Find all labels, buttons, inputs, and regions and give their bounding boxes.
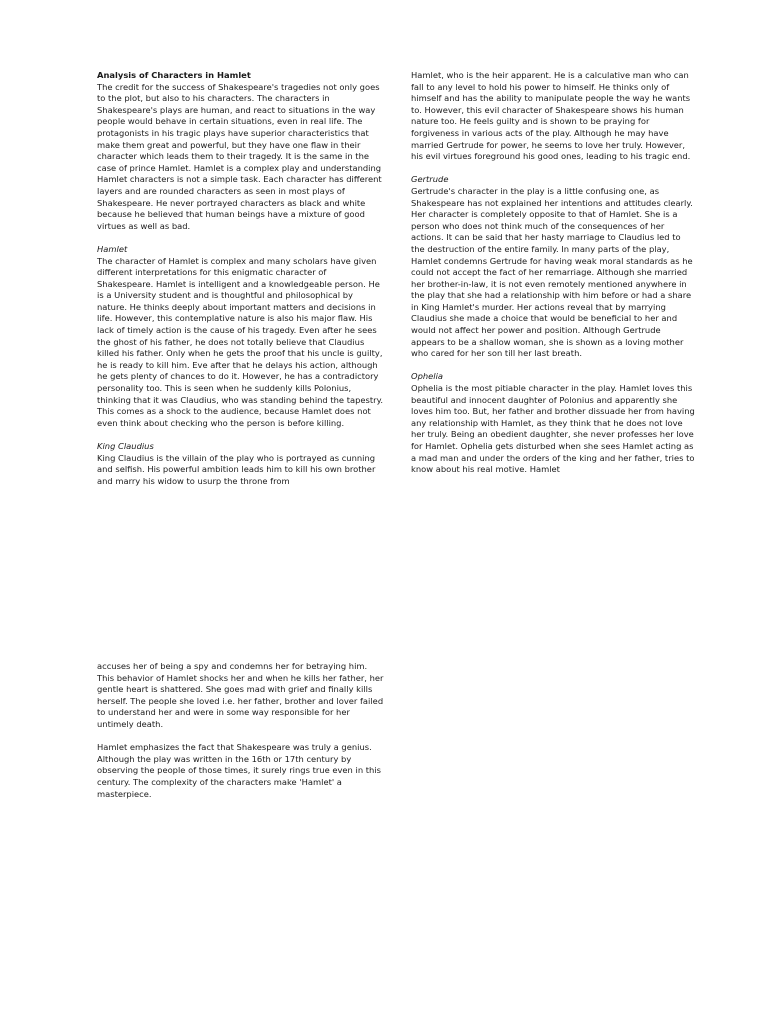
ophelia-heading: Ophelia xyxy=(411,371,444,382)
conclusion-paragraph: Hamlet emphasizes the fact that Shakespeare was truly a genius. Although the play was written in the 16th or 17th century by observing the people of those times, it surely rings true even in this century. The complexity of the characters make 'Hamlet' a masterpiece. xyxy=(97,742,381,799)
ophelia-paragraph-continued: accuses her of being a spy and condemns her for betraying him. This behavior of Hamlet shocks her and when he kills her father, her gentle heart is shattered. She goes mad with grief and finally kills herself. The people she loved i.e. her father, brother and lover failed to understand her and were in some way responsible for her untimely death. xyxy=(97,661,384,729)
claudius-paragraph-start: King Claudius is the villain of the play who is portrayed as cunning and selfish. His powerful ambition leads him to kill his own brother and marry his widow to usurp the throne from xyxy=(97,452,376,486)
left-column xyxy=(97,70,385,487)
hamlet-heading: Hamlet xyxy=(97,243,128,254)
claudius-paragraph-continued: Hamlet, who is the heir apparent. He is a calculative man who can fall to any level to hold his power to himself. He thinks only of himself and has the ability to manipulate people the way he wants to. However, this evil character of Shakespeare shows his human nature too. He feels guilty and is shown to be praying for forgiveness in various acts of the play. Although he may have married Gertrude for power, he seems to love her truly. However, his evil virtues foreground his good ones, leading to his tragic end. xyxy=(411,70,691,162)
ophelia-paragraph-start: Ophelia is the most pitiable character in the play. Hamlet loves this beautiful and innocent daughter of Polonius and apparently she loves him too. But, her father and brother dissuade her from having any relationship with Hamlet, as they think that he does not love her truly. Being an obedient daughter, she never professes her love for Hamlet. Ophelia gets disturbed when she sees Hamlet acting as a mad man and under the orders of the king and her father, tries to know about his real motive. Hamlet xyxy=(411,383,695,475)
intro-paragraph: The credit for the success of Shakespeare's tragedies not only goes to the plot, but also to his characters. The characters in Shakespeare's plays are human, and react to situations in the way people would behave in certain situations, even in real life. The protagonists in his tragic plays have superior characteristics that make them great and powerful, but they have one flaw in their character which leads them to their tragedy. It is the same in the case of prince Hamlet. Hamlet is a complex play and understanding Hamlet characters is not a simple task. Each character has different layers and are rounded characters as seen in most plays of Shakespeare. He never portrayed characters as black and white because he believed that human beings have a mixture of good virtues as well as bad. xyxy=(97,81,382,231)
document-title: Analysis of Characters in Hamlet xyxy=(97,70,251,80)
right-column xyxy=(411,70,696,476)
gertrude-paragraph: Gertrude's character in the play is a little confusing one, as Shakespeare has not explained her intentions and attitudes clearly. Her character is completely opposite to that of Hamlet. She is a person who does not think much of the consequences of her actions. It can be said that her hasty marriage to Claudius led to the destruction of the entire family. In many parts of the play, Hamlet condemns Gertrude for having weak moral standards as he could not accept the fact of her remarriage. Although she married her brother-in-law, it is not even remotely mentioned anywhere in the play that she had a relationship with him before or had a share in King Hamlet's murder. Her actions reveal that by marrying Claudius she made a choice that would be beneficial to her and would not affect her power and position. Although Gertrude appears to be a shallow woman, she is shown as a loving mother who cared for her son till her last breath. xyxy=(411,185,693,359)
hamlet-paragraph: The character of Hamlet is complex and many scholars have given different interpretations for this enigmatic character of Shakespeare. Hamlet is intelligent and a knowledgeable person. He is a University student and is thoughtful and philosophical by nature. He thinks deeply about important matters and decisions in life. However, this contemplative nature is also his major flaw. His lack of timely action is the cause of his tragedy. Even after he sees the ghost of his father, he does not totally believe that Claudius killed his father. Only when he gets the proof that his uncle is guilty, he is ready to kill him. Eve after that he delays his action, although he gets plenty of chances to do it. However, he has a contradictory personality too. This is seen when he suddenly kills Polonius, thinking that it was Claudius, who was standing behind the tapestry. This comes as a shock to the audience, because Hamlet does not even think about checking who the person is before killing. xyxy=(97,255,383,428)
bottom-column xyxy=(97,661,385,800)
claudius-heading: King Claudius xyxy=(97,441,154,451)
gertrude-heading: Gertrude xyxy=(411,174,449,185)
